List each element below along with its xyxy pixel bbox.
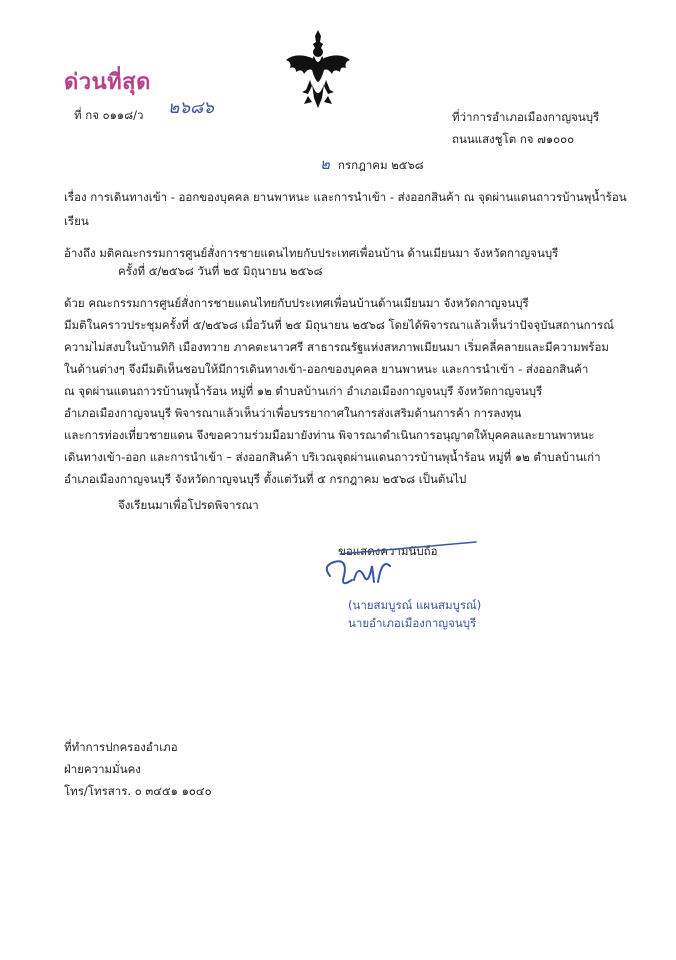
body-paragraph-2 [64,402,624,490]
regards: ขอแสดงความนับถือ [338,544,438,558]
document-date: กรกฎาคม ๒๕๖๘ [338,158,424,172]
signer-title: นายอำเภอเมืองกาญจนบุรี [348,616,477,630]
urgency-stamp: ด่วนที่สุด [64,70,151,95]
reference-line-2: ครั้งที่ ๕/๒๕๖๘ วันที่ ๒๕ มิถุนายน ๒๕๖๘ [118,264,323,278]
issuing-office [452,106,599,150]
paragraph-line: อำเภอเมืองกาญจนบุรี จังหวัดกาญจนบุรี ตั้งแต่วันที่ ๕ กรกฎาคม ๒๕๖๘ เป็นต้นไป [64,472,467,486]
handwritten-signature [300,536,480,596]
document-number-handwritten: ๒๖๘๖ [168,98,214,118]
paragraph-line: ณ จุดผ่านแดนถาวรบ้านพุน้ำร้อน หมู่ที่ ๑๒ ตำบลบ้านเก่า อำเภอเมืองกาญจนบุรี จังหวัดกาญจนบุรี [64,384,543,398]
footer-section: ฝ่ายความมั่นคง [64,762,141,776]
garuda-emblem-icon [282,28,354,110]
paragraph-line: อำเภอเมืองกาญจนบุรี พิจารณาแล้วเห็นว่าเพื่อบรรยากาศในการส่งเสริมด้านการค้า การลงทุน [64,406,522,420]
document-number: ที่ กจ ๐๑๑๘/ว [74,108,144,122]
reference-line-1: อ้างถึง มติคณะกรรมการศูนย์สั่งการชายแดนไทยกับประเทศเพื่อนบ้าน ด้านเมียนมา จังหวัดกาญจนบุรี [64,246,559,260]
footer-department: ที่ทำการปกครองอำเภอ [64,740,178,754]
office-name: ที่ว่าการอำเภอเมืองกาญจนบุรี [452,110,600,124]
paragraph-line: และการท่องเที่ยวชายแดน จึงขอความร่วมมือมายังท่าน พิจารณาดำเนินการอนุญาตให้บุคคลและยานพาหนะ [64,428,595,442]
signer-name: (นายสมบูรณ์ แผนสมบูรณ์) [348,598,482,612]
footer-phone: โทร/โทรสาร. ๐ ๓๔๕๑ ๑๐๔๐ [64,784,212,798]
office-address: ถนนแสงชูโต กจ ๗๑๐๐๐ [452,132,575,146]
paragraph-line: เดินทางเข้า-ออก และการนำเข้า – ส่งออกสินค้า บริเวณจุดผ่านแดนถาวรบ้านพุน้ำร้อน หมู่ที่ ๑๒ ตำบลบ้านเก่า [64,450,601,464]
salutation: เรียน [64,214,89,228]
date-day-handwritten: ๒ [320,155,330,173]
paragraph-line: ด้วย คณะกรรมการศูนย์สั่งการชายแดนไทยกับประเทศเพื่อนบ้านด้านเมียนมา จังหวัดกาญจนบุรี [64,296,529,310]
paragraph-line: มีมติในคราวประชุมครั้งที่ ๕/๒๕๖๘ เมื่อวันที่ ๒๕ มิถุนายน ๒๕๖๘ โดยได้พิจารณาแล้วเห็นว่าปัจจุบันสถานการณ์ [64,318,614,332]
paragraph-line: ความไม่สงบในบ้านทิกิ เมืองทวาย ภาคตะนาวศรี สาธารณรัฐแห่งสหภาพเมียนมา เริ่มคลี่คลายและมีความพร้อม [64,340,609,354]
contact-footer [64,736,212,802]
subject-line: เรื่อง การเดินทางเข้า - ออกของบุคคล ยานพาหนะ และการนำเข้า - ส่งออกสินค้า ณ จุดผ่านแดนถาวรบ้านพุน้ำร้อน [64,190,627,204]
body-paragraph-1 [64,292,624,402]
closing-line: จึงเรียนมาเพื่อโปรดพิจารณา [118,498,259,512]
paragraph-line: ในด้านต่างๆ จึงมีมติเห็นชอบให้มีการเดินทางเข้า-ออกของบุคคล ยานพาหนะ และการนำเข้า - ส่งออกสินค้า [64,362,589,376]
